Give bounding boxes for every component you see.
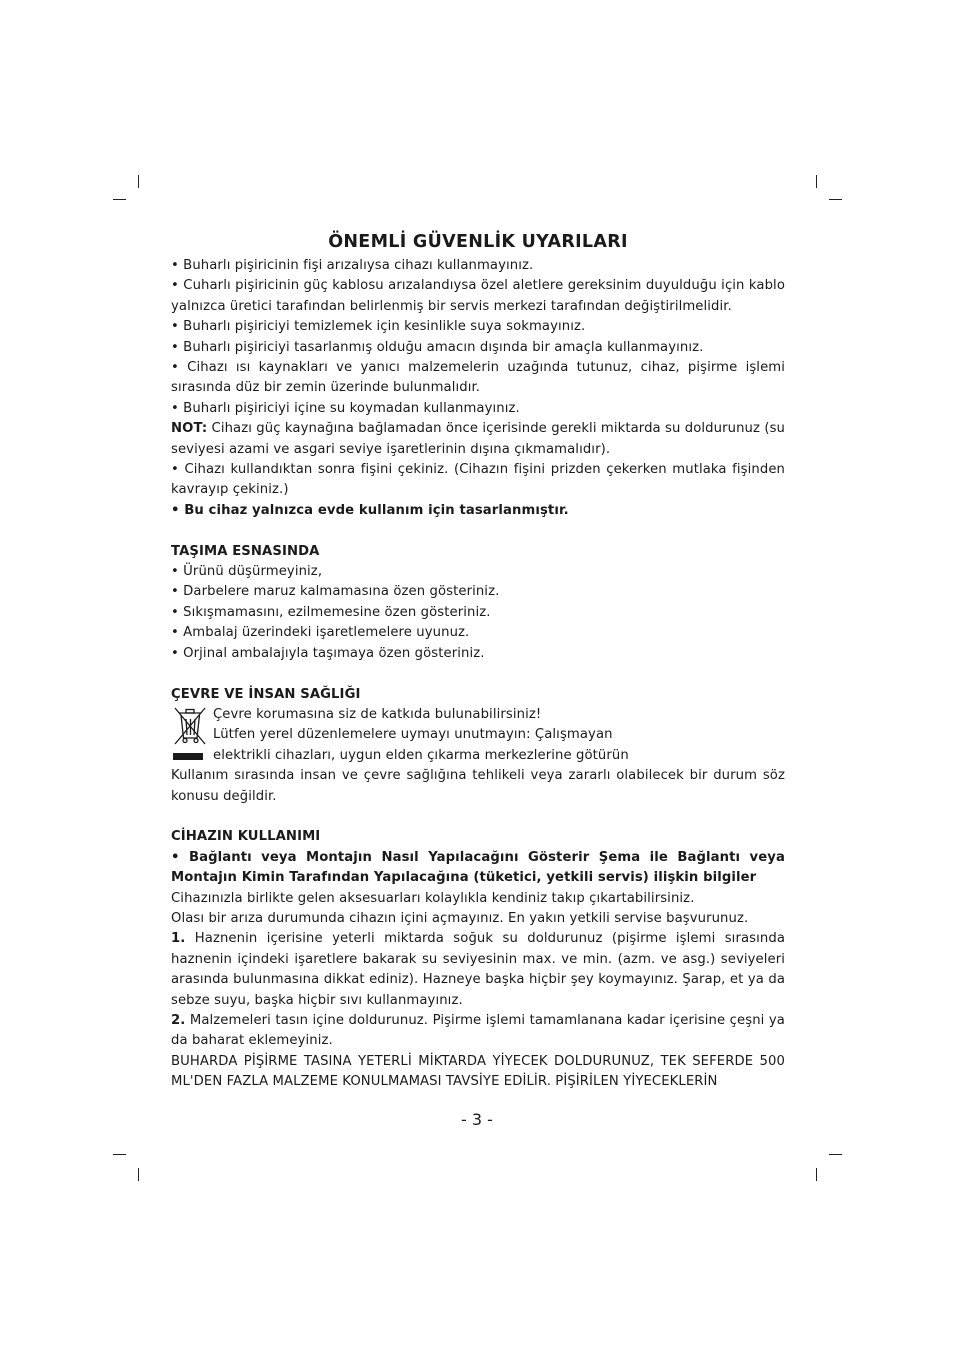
page-title: ÖNEMLİ GÜVENLİK UYARILARI: [328, 232, 628, 252]
usage-paragraph: Olası bir arıza durumunda cihazın içini açmayınız. En yakın yetkili servise başvurunuz.: [171, 910, 749, 926]
weee-line: Lütfen yerel düzenlemelere uymayı unutmayın: Çalışmayan: [213, 727, 613, 743]
list-item: • Darbelere maruz kalmamasına özen gösteriniz.: [171, 584, 500, 600]
spacer: [171, 807, 785, 827]
usage-intro: • Bağlantı veya Montajın Nasıl Yapılacağını Gösterir Şema ile Bağlantı veya Montajın Kimin Tarafından Yapılacağına (tüketici, yetkili servis) ilişkin bilgiler: [171, 849, 785, 886]
environment-section: [171, 685, 785, 807]
list-item: • Ambalaj üzerindeki işaretlemelere uyunuz.: [171, 625, 470, 641]
list-item: • Orjinal ambalajıyla taşımaya özen gösteriniz.: [171, 645, 485, 661]
crop-mark: [816, 1168, 817, 1181]
section-heading: ÇEVRE VE İNSAN SAĞLIĞI: [171, 686, 361, 702]
list-item: • Buharlı pişiriciyi temizlemek için kesinlikle suya sokmayınız.: [171, 319, 586, 335]
list-item: • Ürünü düşürmeyiniz,: [171, 564, 323, 580]
transport-section: [171, 542, 785, 664]
usage-step: [171, 929, 785, 1011]
step-number: 1.: [171, 931, 186, 947]
safety-section: [171, 256, 785, 521]
step-text: Haznenin içerisine yeterli miktarda soğuk su doldurunuz (pişirme işlemi sırasında haznenin içindeki işaretlere bakarak su seviyesinin max. ve min. (azm. ve asg.) seviyeleri arasında bulunmasına dikkat ediniz). Hazneye başka hiçbir şey koymayınız. Şarap, et ya da sebze suyu, başka hiçbir sıvı kullanmayınız.: [171, 931, 785, 1008]
list-item: • Buharlı pişiriciyi içine su koymadan kullanmayınız.: [171, 400, 520, 416]
list-item: • Sıkışmamasını, ezilmemesine özen gösteriniz.: [171, 604, 491, 620]
section-heading: TAŞIMA ESNASINDA: [171, 543, 320, 559]
note-text: Cihazı güç kaynağına bağlamadan önce içerisinde gerekli miktarda su doldurunuz (su seviyesi azami ve asgari seviye işaretlerinin dışına çıkmamalıdır).: [171, 421, 785, 457]
usage-section: [171, 827, 785, 1092]
crop-mark: [816, 175, 817, 188]
crop-mark: [138, 175, 139, 188]
home-use-notice: • Bu cihaz yalnızca evde kullanım için tasarlanmıştır.: [171, 502, 569, 518]
crop-mark: [829, 199, 842, 200]
caps-paragraph: BUHARDA PİŞİRME TASINA YETERLİ MİKTARDA YİYECEK DOLDURUNUZ, TEK SEFERDE 500 ML'DEN FAZLA MALZEME KONULMAMASI TAVSİYE EDİLİR. PİŞİRİLEN YİYECEKLERİN: [171, 1053, 785, 1090]
weee-notice: [171, 705, 785, 766]
crop-mark: [138, 1168, 139, 1181]
crop-mark: [113, 199, 126, 200]
list-item: • Cuharlı pişiricinin güç kablosu arızalandıysa özel aletlere gereksinim duyulduğu için kablo yalnızca üretici tarafından belirlenmiş bir servis merkezi tarafından değiştirilmelidir.: [171, 278, 785, 314]
list-item: • Buharlı pişiriciyi tasarlanmış olduğu amacın dışında bir amaçla kullanmayınız.: [171, 339, 704, 355]
spacer: [171, 664, 785, 684]
weee-crossed-bin-icon: [171, 705, 207, 763]
usage-step: [171, 1011, 785, 1052]
crop-mark: [829, 1154, 842, 1155]
crop-mark: [113, 1154, 126, 1155]
note-label: NOT:: [171, 421, 208, 437]
page-number: - 3 -: [461, 1110, 493, 1129]
weee-line: elektrikli cihazları, uygun elden çıkarma merkezlerine götürün: [213, 747, 629, 763]
step-text: Malzemeleri tasın içine doldurunuz. Pişirme işlemi tamamlanana kadar içerisine çeşni ya da baharat eklemeyiniz.: [171, 1012, 785, 1049]
document-page: [171, 228, 785, 1093]
list-item: • Cihazı ısı kaynakları ve yanıcı malzemelerin uzağında tutunuz, cihaz, pişirme işlemi sırasında düz bir zemin üzerinde bulunmalıdır.: [171, 360, 785, 396]
weee-line: Çevre korumasına siz de katkıda bulunabilirsiniz!: [213, 706, 542, 722]
spacer: [171, 521, 785, 541]
section-heading: CİHAZIN KULLANIMI: [171, 829, 321, 845]
health-paragraph: Kullanım sırasında insan ve çevre sağlığına tehlikeli veya zararlı olabilecek bir durum söz konusu değildir.: [171, 768, 785, 804]
unplug-paragraph: • Cihazı kullandıktan sonra fişini çekiniz. (Cihazın fişini prizden çekerken mutlaka fişinden kavrayıp çekiniz.): [171, 462, 785, 498]
note-paragraph: [171, 419, 785, 460]
step-number: 2.: [171, 1012, 186, 1028]
usage-paragraph: Cihazınızla birlikte gelen aksesuarları kolaylıkla kendiniz takıp çıkartabilirsiniz.: [171, 890, 695, 906]
list-item: • Buharlı pişiricinin fişi arızalıysa cihazı kullanmayınız.: [171, 258, 534, 273]
